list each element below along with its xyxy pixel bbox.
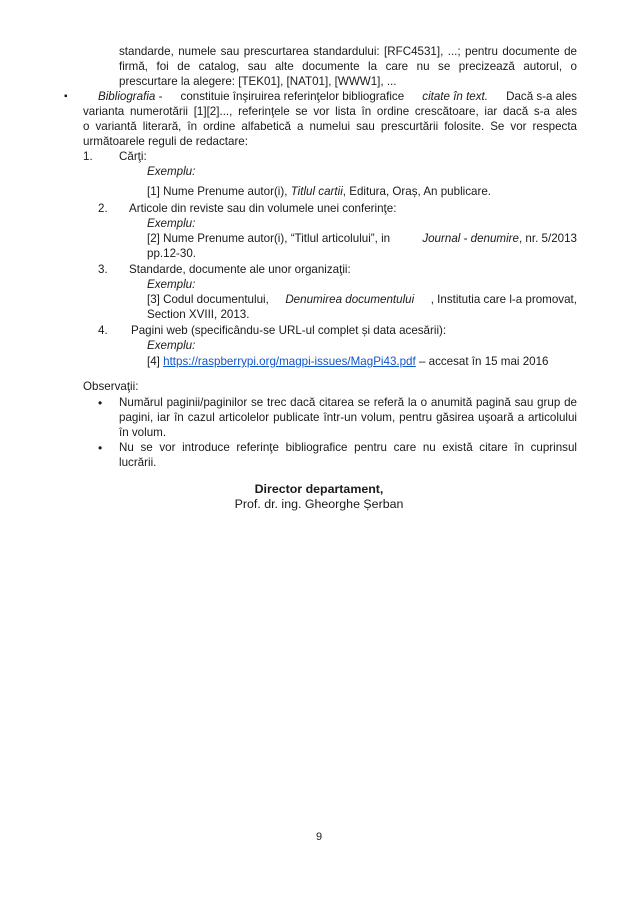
item-3-example-suffix: , Institutia care l-a promovat, [430,293,577,306]
observatii-heading: Observaţii: [83,380,139,393]
observatii-bullet-1-line-3: în volum. [119,426,167,439]
bibliografia-line-4: următoarele reguli de redactare: [83,135,248,148]
bullet-icon: • [98,396,103,410]
item-3-example-line-2: Section XVIII, 2013. [147,308,250,321]
bibliografia-text-1: constituie înşiruirea referinţelor bibliografice [180,90,405,103]
item-4-example-prefix: [4] [147,355,164,368]
page-number: 9 [315,831,323,843]
item-4-example-suffix: – accesat în 15 mai 2016 [415,355,549,368]
item-4-example [147,355,549,369]
item-2-example-label: Exemplu: [147,217,196,230]
item-2-example-suffix: , nr. 5/2013 [518,232,577,245]
item-2-number: 2. [98,202,108,215]
item-4-example-link[interactable]: https://raspberrypi.org/magpi-issues/MagPi43.pdf [163,355,416,368]
bullet-icon: • [98,441,103,455]
bibliografia-term: Bibliografia [98,90,156,103]
item-3-number: 3. [98,263,108,276]
observatii-bullet-2-line-2: lucrării. [119,456,157,469]
item-2-title: Articole din reviste sau din volumele unei conferinţe: [129,202,397,215]
item-4-title: Pagini web (specificându-se URL-ul complet și data acesării): [131,324,447,337]
bibliografia-text-2: Dacă s-a ales [506,90,577,103]
item-2-example-prefix: [2] Nume Prenume autor(i), “Titlul articolului”, in [147,232,391,245]
item-2-example-line-2: pp.12-30. [147,247,196,260]
item-3-example-label: Exemplu: [147,278,196,291]
intro-line-2: firmă, foi de catalog, sau alte documente la care nu se precizează autorul, o [119,60,577,73]
bibliografia-dash: - [155,90,163,103]
item-3-example-prefix: [3] Codul documentului, [147,293,269,306]
item-2-example [147,232,577,246]
item-1-example [147,185,491,199]
item-1-example-prefix: [1] Nume Prenume autor(i), [147,185,291,198]
item-1-example-suffix: , Editura, Oraș, An publicare. [342,185,491,198]
item-1-title: Cărţi: [119,150,147,163]
item-3-title: Standarde, documente ale unor organizaţii: [129,263,351,276]
signature-role: Director departament, [254,482,384,496]
bibliografia-line-3: o variantă literară, în ordine alfabetică a numelui sau prescurtării folosite. Se vor respecta [83,120,577,133]
item-1-example-title: Titlul cartii [290,185,343,198]
signature-name: Prof. dr. ing. Gheorghe Șerban [234,497,404,511]
bibliografia-cited: citate în text. [422,90,488,103]
square-bullet-icon: ▪ [64,91,68,102]
item-3-example [147,293,577,307]
intro-line-1: standarde, numele sau prescurtarea standardului: [RFC4531], ...; pentru documente de [119,45,577,58]
observatii-bullet-1-line-1: Numărul paginii/paginilor se trec dacă citarea se referă la o anumită pagină sau grup de [119,396,577,409]
observatii-bullet-2-line-1: Nu se vor introduce referinţe bibliografice pentru care nu există citare în cuprinsul [119,441,577,454]
item-4-number: 4. [98,324,108,337]
item-1-number: 1. [83,150,93,163]
item-2-example-journal: Journal - denumire [422,232,519,245]
item-1-example-label: Exemplu: [147,165,196,178]
intro-line-3: prescurtare la alegere: [TEK01], [NAT01], [WWW1], ... [119,75,397,88]
observatii-bullet-1-line-2: pagini, iar în cazul articolelor publicate într-un volum, pentru găsirea uşoară a articolului [119,411,577,424]
bibliografia-line-1 [98,90,577,104]
bibliografia-line-2: varianta numerotării [1][2]..., referinţele se vor lista în ordine crescătoare, iar dacă s-a ales [83,105,577,118]
item-3-example-title: Denumirea documentului [285,293,415,306]
item-4-example-label: Exemplu: [147,339,196,352]
